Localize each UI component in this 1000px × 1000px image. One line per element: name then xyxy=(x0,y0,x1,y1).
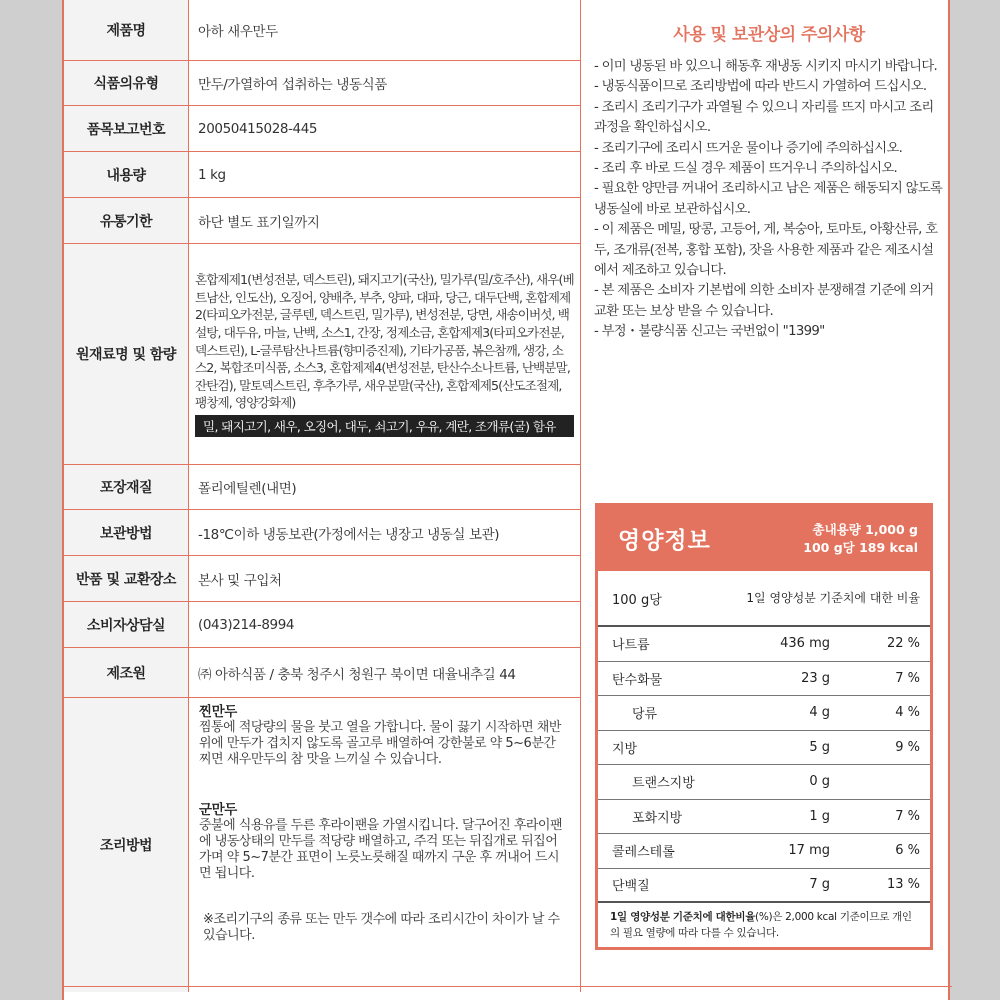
nutrient-amount: 23 g xyxy=(801,670,830,686)
daily-value-header: 1일 영양성분 기준치에 대한 비율 xyxy=(746,590,920,605)
nutrient-percent: 7 % xyxy=(895,670,920,686)
cooking-label: 조리방법 xyxy=(64,698,189,992)
ingredients-text: 혼합제제1(변성전분, 덱스트린), 돼지고기(국산), 밀가루(밀/호주산), 새우(베트남산, 인도산), 오징어, 양배추, 부추, 양파, 대파, 당근, 대두단백, 혼합제제2(타피오카전분, 글루텐, 덱스트린, 밀가루), 변성전분, 당면, 새송이버섯, 백설탕, 대두유, 마늘, 난백, 소스1, 간장, 정제소금, 혼합제제3(타피오카전분, 덱스트린), L-글루탐산나트륨(향미증진제), 기타가공품, 볶은참깨, 생강, 소스2, 복합조미식품, 소스3, 혼합제제4(변성전분, 탄산수소나트륨, 난백분말, 잔탄검), 말토덱스트린, 후추가루, 새우분말(국산), 혼합제제5(산도조절제, 팽창제, 영양강화제) xyxy=(195,272,574,411)
nutrient-percent: 6 % xyxy=(895,843,920,859)
nutrient-row xyxy=(598,696,930,731)
row-label: 품목보고번호 xyxy=(64,106,189,151)
caution-item: - 본 제품은 소비자 기본법에 의한 소비자 분쟁해결 기준에 의거 교환 또는 보상 받을 수 있습니다. xyxy=(594,283,934,319)
row-value: 20050415028-445 xyxy=(198,120,318,137)
basis-label: 100 g당 xyxy=(612,592,662,608)
row-label: 내용량 xyxy=(64,152,189,197)
nutrient-percent: 13 % xyxy=(886,877,920,893)
row-value: 아하 새우만두 xyxy=(198,24,278,40)
nutrient-amount: 5 g xyxy=(809,739,830,755)
row-label: 유통기한 xyxy=(64,198,189,243)
nutrient-row xyxy=(598,627,930,662)
nutrient-amount: 1 g xyxy=(809,808,830,824)
caution-item: - 냉동식품이므로 조리방법에 따라 반드시 가열하여 드십시오. xyxy=(594,79,927,95)
ingredients-cell xyxy=(189,244,580,464)
row-value: ㈜ 아하식품 / 충북 청주시 청원구 북이면 대율내추길 44 xyxy=(198,666,516,683)
nutrient-amount: 436 mg xyxy=(780,636,830,652)
table-row xyxy=(64,0,580,61)
nutrient-row xyxy=(598,869,930,904)
row-label: 보관방법 xyxy=(64,510,189,555)
ingredients-label: 원재료명 및 함량 xyxy=(64,244,189,464)
table-row xyxy=(64,198,580,244)
nutrition-title: 영양정보 xyxy=(618,528,711,554)
row-label: 식품의유형 xyxy=(64,61,189,105)
table-row xyxy=(64,648,580,698)
row-value: 폴리에틸렌(내면) xyxy=(198,481,297,497)
allergy-notice: 밀, 돼지고기, 새우, 오징어, 대두, 쇠고기, 우유, 계란, 조개류(굴) 함유 xyxy=(195,415,574,437)
nutrition-panel xyxy=(595,503,933,950)
table-row xyxy=(64,510,580,556)
nutrient-name: 지방 xyxy=(612,741,638,757)
table-row xyxy=(64,465,580,510)
nutrient-row xyxy=(598,662,930,697)
caution-item: - 조리 후 바로 드실 경우 제품이 뜨거우니 주의하십시오. xyxy=(594,161,898,177)
nutrient-row xyxy=(598,800,930,835)
caution-item: - 조리기구에 조리시 뜨거운 물이나 증기에 주의하십시오. xyxy=(594,140,903,156)
product-info-table xyxy=(64,0,581,992)
row-label: 제품명 xyxy=(64,0,189,60)
label-sheet xyxy=(62,0,950,1000)
caution-item: - 이미 냉동된 바 있으니 해동후 재냉동 시키지 마시기 바랍니다. xyxy=(594,59,937,74)
row-value: -18℃이하 냉동보관(가정에서는 냉장고 냉동실 보관) xyxy=(198,526,500,543)
footnote-text: (%)은 2,000 kcal 기준이므로 개인의 필요 열량에 따라 다를 수 있습니다. xyxy=(610,911,912,939)
caution-title: 사용 및 보관상의 주의사항 xyxy=(673,25,865,45)
row-label: 소비자상담실 xyxy=(64,602,189,647)
row-label: 반품 및 교환장소 xyxy=(64,556,189,601)
nutrient-name: 단백질 xyxy=(612,879,650,895)
nutrition-column-header xyxy=(598,571,930,627)
bottom-divider xyxy=(64,986,952,987)
calories-per-100g: 100 g당 189 kcal xyxy=(803,539,918,555)
table-row xyxy=(64,556,580,602)
row-label: 포장재질 xyxy=(64,465,189,509)
nutrient-amount: 17 mg xyxy=(788,843,830,859)
row-value: 하단 별도 표기일까지 xyxy=(198,214,320,231)
nutrient-name: 콜레스테롤 xyxy=(612,845,675,861)
nutrition-summary xyxy=(803,521,918,557)
nutrient-percent: 4 % xyxy=(895,705,920,721)
nutrient-row xyxy=(598,765,930,800)
caution-section xyxy=(594,20,944,343)
row-value: (043)214-8994 xyxy=(198,616,295,633)
nutrient-name: 나트륨 xyxy=(612,638,650,654)
nutrient-row xyxy=(598,731,930,766)
nutrient-amount: 0 g xyxy=(809,774,830,790)
nutrient-row xyxy=(598,834,930,869)
row-value: 만두/가열하여 섭취하는 냉동식품 xyxy=(198,77,387,93)
nutrition-footnote xyxy=(598,903,930,947)
steamed-title: 찐만두 xyxy=(199,704,237,720)
cooking-cell xyxy=(189,698,580,992)
total-amount: 총내용량 1,000 g xyxy=(812,521,918,537)
row-label: 제조원 xyxy=(64,648,189,697)
table-row xyxy=(64,602,580,648)
caution-item: - 부정・불량식품 신고는 국번없이 "1399" xyxy=(594,324,825,340)
caution-item: - 조리시 조리기구가 과열될 수 있으니 자리를 뜨지 마시고 조리과정을 확인하십시오. xyxy=(594,99,934,136)
nutrient-percent: 9 % xyxy=(895,739,920,755)
caution-list xyxy=(594,57,944,343)
nutrient-name: 트랜스지방 xyxy=(632,776,695,792)
cooking-row xyxy=(64,698,580,992)
caution-item: - 이 제품은 메밀, 땅콩, 고등어, 게, 복숭아, 토마토, 아황산류, 호두, 조개류(전복, 홍합 포함), 잣을 사용한 제품과 같은 제조시설에서 제조하고 있습니다. xyxy=(594,222,938,279)
table-row xyxy=(64,152,580,198)
cooking-note: ※조리기구의 종류 또는 만두 갯수에 따라 조리시간이 차이가 날 수 있습니다. xyxy=(203,912,560,943)
nutrient-amount: 4 g xyxy=(809,705,830,721)
table-row xyxy=(64,61,580,106)
nutrient-percent: 7 % xyxy=(895,808,920,824)
row-value: 1 kg xyxy=(198,166,226,183)
fried-title: 군만두 xyxy=(199,802,237,818)
table-row xyxy=(64,106,580,152)
ingredients-row xyxy=(64,244,580,465)
fried-text: 중불에 식용유를 두른 후라이팬을 가열시킵니다. 달구어진 후라이팬에 냉동상태의 만두를 적당량 배열하고, 주걱 또는 뒤집개로 뒤집어 가며 약 5~7분간 표면이 노릇노릇해질 때까지 구운 후 꺼내어 드시면 됩니다. xyxy=(199,818,563,881)
nutrient-percent: 22 % xyxy=(886,636,920,652)
nutrient-name: 당류 xyxy=(632,707,658,723)
caution-item: - 필요한 양만큼 꺼내어 조리하시고 남은 제품은 해동되지 않도록 냉동실에 바로 보관하십시오. xyxy=(594,181,943,217)
nutrient-amount: 7 g xyxy=(809,877,830,893)
nutrient-name: 탄수화물 xyxy=(612,672,663,688)
nutrition-header xyxy=(598,506,930,571)
nutrient-name: 포화지방 xyxy=(632,810,683,826)
steamed-text: 찜통에 적당량의 물을 붓고 열을 가합니다. 물이 끓기 시작하면 채반위에 만두가 겹치지 않도록 골고루 배열하여 강한불로 약 5~6분간 찌면 새우만두의 참 맛을 느끼실 수 있습니다. xyxy=(199,720,561,767)
row-value: 본사 및 구입처 xyxy=(198,572,282,589)
footnote-bold: 1일 영양성분 기준치에 대한비율 xyxy=(610,911,756,923)
